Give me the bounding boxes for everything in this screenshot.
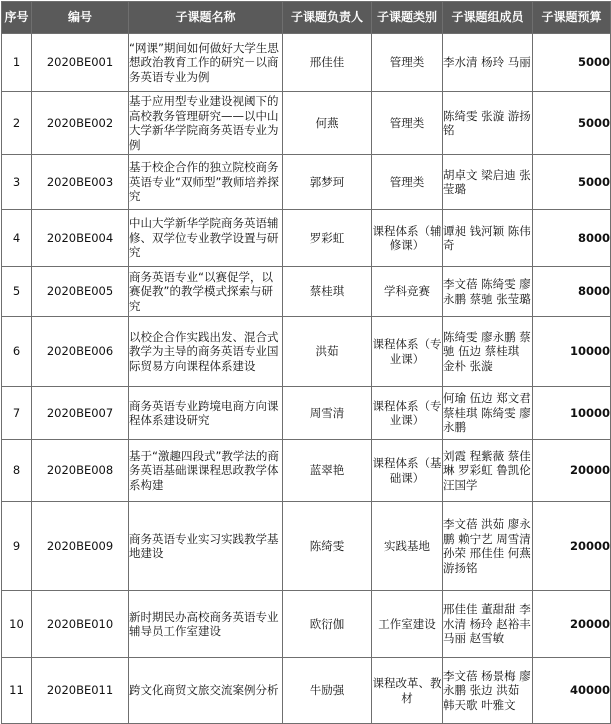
cell-seq: 10 [2, 591, 32, 658]
cell-code: 2020BE003 [32, 155, 129, 210]
cell-members: 陈绮雯 廖永鹏 蔡驰 伍边 蔡桂琪 金朴 张漩 [443, 317, 533, 387]
cell-seq: 6 [2, 317, 32, 387]
cell-owner: 蓝翠艳 [283, 440, 372, 502]
cell-members: 陈绮雯 张漩 游扬铭 [443, 92, 533, 155]
cell-seq: 9 [2, 502, 32, 591]
cell-name: 以校企合作实践出发、混合式教学为主导的商务英语专业国际贸易方向课程体系建设 [129, 317, 283, 387]
cell-owner: 郭梦珂 [283, 155, 372, 210]
table-row [2, 387, 611, 440]
cell-name: 跨文化商贸文旅交流案例分析 [129, 658, 283, 724]
header-seq: 序号 [2, 2, 32, 34]
cell-budget: 20000 [533, 502, 611, 591]
table-row [2, 440, 611, 502]
cell-budget: 10000 [533, 317, 611, 387]
cell-seq: 1 [2, 34, 32, 92]
cell-name: “网课”期间如何做好大学生思想政治教育工作的研究－以商务英语专业为例 [129, 34, 283, 92]
cell-seq: 7 [2, 387, 32, 440]
table-row [2, 92, 611, 155]
cell-budget: 8000 [533, 267, 611, 317]
cell-name: 商务英语专业实习实践教学基地建设 [129, 502, 283, 591]
cell-members: 李文蓓 陈绮雯 廖永鹏 蔡驰 张莹璐 [443, 267, 533, 317]
table-row [2, 267, 611, 317]
cell-name: 商务英语专业“以赛促学，以赛促教”的教学模式探索与研究 [129, 267, 283, 317]
cell-budget: 5000 [533, 34, 611, 92]
table-row [2, 317, 611, 387]
cell-category: 课程体系（专业课） [372, 387, 443, 440]
cell-code: 2020BE010 [32, 591, 129, 658]
cell-budget: 8000 [533, 210, 611, 267]
cell-code: 2020BE011 [32, 658, 129, 724]
cell-budget: 5000 [533, 155, 611, 210]
cell-members: 邢佳佳 董甜甜 李水清 杨玲 赵裕丰 马丽 赵雪敏 [443, 591, 533, 658]
cell-seq: 4 [2, 210, 32, 267]
cell-seq: 2 [2, 92, 32, 155]
header-code: 编号 [32, 2, 129, 34]
cell-owner: 罗彩虹 [283, 210, 372, 267]
cell-owner: 欧衍伽 [283, 591, 372, 658]
header-owner: 子课题负责人 [283, 2, 372, 34]
cell-name: 中山大学新华学院商务英语辅修、双学位专业教学设置与研究 [129, 210, 283, 267]
cell-owner: 蔡桂琪 [283, 267, 372, 317]
cell-budget: 40000 [533, 658, 611, 724]
cell-members: 刘霞 程紫薇 蔡佳琳 罗彩虹 鲁凯伦 汪国学 [443, 440, 533, 502]
cell-category: 课程体系（专业课） [372, 317, 443, 387]
header-row [2, 2, 611, 34]
cell-code: 2020BE008 [32, 440, 129, 502]
header-members: 子课题组成员 [443, 2, 533, 34]
cell-owner: 周雪清 [283, 387, 372, 440]
cell-code: 2020BE004 [32, 210, 129, 267]
cell-budget: 5000 [533, 92, 611, 155]
cell-owner: 洪茹 [283, 317, 372, 387]
cell-members: 何瑜 伍边 郑文君 蔡桂琪 陈绮雯 廖永鹏 [443, 387, 533, 440]
header-budget: 子课题预算 [533, 2, 611, 34]
cell-name: 基于“激趣四段式”教学法的商务英语基础课课程思政教学体系构建 [129, 440, 283, 502]
table-row [2, 210, 611, 267]
cell-seq: 5 [2, 267, 32, 317]
subproject-table [1, 1, 611, 724]
cell-members: 李文蓓 杨景梅 廖永鹏 张边 洪茹 韩天歌 叶雅文 [443, 658, 533, 724]
cell-seq: 3 [2, 155, 32, 210]
table-row [2, 34, 611, 92]
cell-code: 2020BE005 [32, 267, 129, 317]
cell-members: 李水清 杨玲 马丽 [443, 34, 533, 92]
cell-seq: 11 [2, 658, 32, 724]
cell-owner: 邢佳佳 [283, 34, 372, 92]
cell-owner: 何燕 [283, 92, 372, 155]
cell-category: 管理类 [372, 34, 443, 92]
cell-code: 2020BE009 [32, 502, 129, 591]
cell-budget: 20000 [533, 440, 611, 502]
table-row [2, 502, 611, 591]
cell-code: 2020BE001 [32, 34, 129, 92]
cell-category: 学科竞赛 [372, 267, 443, 317]
cell-owner: 牛励强 [283, 658, 372, 724]
cell-name: 新时期民办高校商务英语专业辅导员工作室建设 [129, 591, 283, 658]
cell-members: 李文蓓 洪茹 廖永鹏 赖宁艺 周雪清 孙荣 邢佳佳 何燕 游扬铭 [443, 502, 533, 591]
cell-category: 课程体系（基础课） [372, 440, 443, 502]
table-row [2, 591, 611, 658]
cell-name: 商务英语专业跨境电商方向课程体系建设研究 [129, 387, 283, 440]
cell-category: 实践基地 [372, 502, 443, 591]
cell-category: 课程改革、教材 [372, 658, 443, 724]
cell-members: 胡卓文 梁启迪 张莹璐 [443, 155, 533, 210]
table-row [2, 155, 611, 210]
cell-code: 2020BE002 [32, 92, 129, 155]
cell-name: 基于校企合作的独立院校商务英语专业“双师型”教师培养探究 [129, 155, 283, 210]
cell-category: 管理类 [372, 155, 443, 210]
cell-code: 2020BE006 [32, 317, 129, 387]
table-body [2, 34, 611, 724]
cell-name: 基于应用型专业建设视阈下的高校教务管理研究——以中山大学新华学院商务英语专业为例 [129, 92, 283, 155]
cell-seq: 8 [2, 440, 32, 502]
cell-members: 谭昶 钱河颖 陈伟奇 [443, 210, 533, 267]
cell-category: 管理类 [372, 92, 443, 155]
cell-category: 课程体系（辅修课） [372, 210, 443, 267]
cell-category: 工作室建设 [372, 591, 443, 658]
header-name: 子课题名称 [129, 2, 283, 34]
header-category: 子课题类别 [372, 2, 443, 34]
cell-owner: 陈绮雯 [283, 502, 372, 591]
cell-budget: 10000 [533, 387, 611, 440]
cell-budget: 20000 [533, 591, 611, 658]
cell-code: 2020BE007 [32, 387, 129, 440]
